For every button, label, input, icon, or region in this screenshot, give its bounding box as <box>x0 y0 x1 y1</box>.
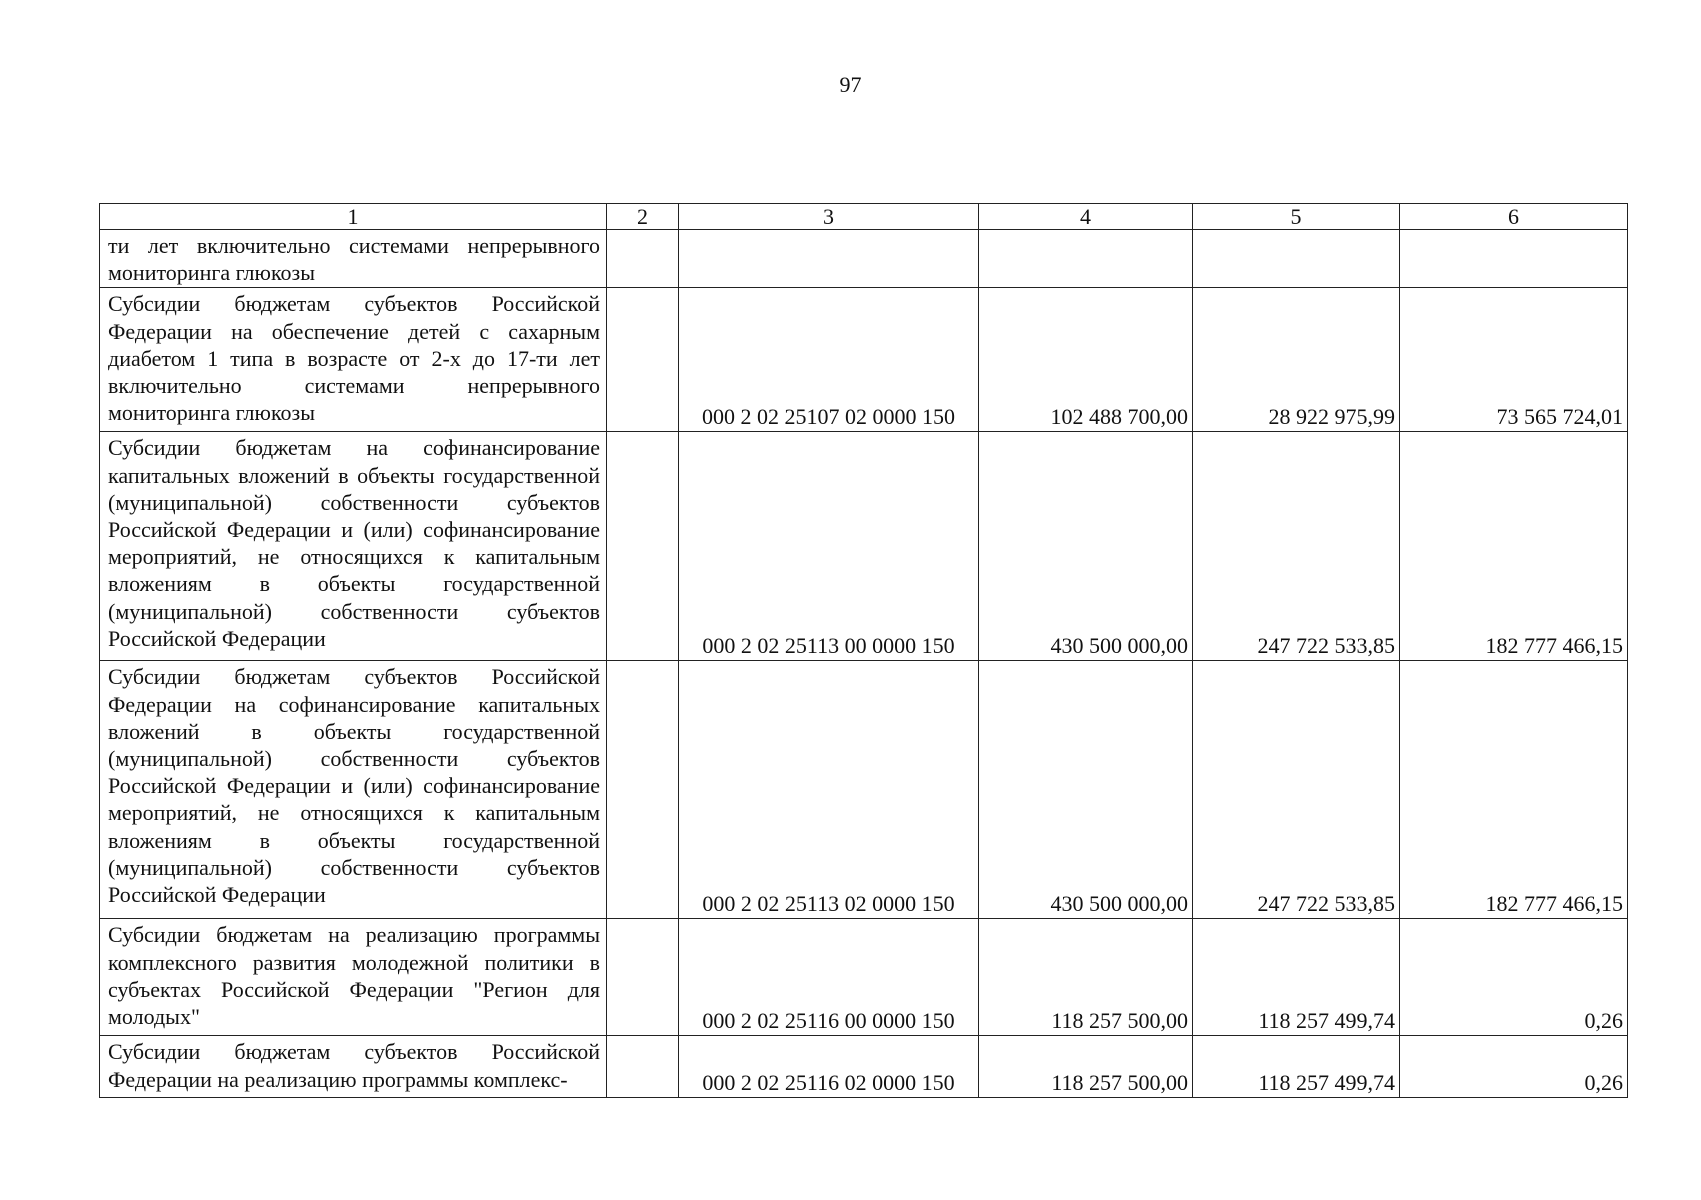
row-approved: 118 257 500,00 <box>979 1036 1193 1098</box>
row-code: 000 2 02 25107 02 0000 150 <box>679 288 979 432</box>
table-row <box>100 919 1628 1036</box>
row-name: Субсидии бюджетам субъектов Российской Федерации на реализацию программы комплекс- <box>100 1036 607 1098</box>
row-remainder: 0,26 <box>1400 919 1628 1036</box>
page-number: 97 <box>839 72 862 97</box>
column-number-2: 2 <box>607 204 679 230</box>
row-approved: 102 488 700,00 <box>979 288 1193 432</box>
row-cell-empty <box>607 230 679 288</box>
row-executed: 247 722 533,85 <box>1193 432 1400 661</box>
column-number-1: 1 <box>100 204 607 230</box>
row-approved <box>979 230 1193 288</box>
row-name: Субсидии бюджетам на софинансирование капитальных вложений в объекты государственной (муниципальной) собственности субъектов Российской Федерации и (или) софинансирование мероприятий, не относящихся к капитальным вложениям в объекты государственной (муниципальной) собственности субъектов Российской Федерации <box>100 432 607 661</box>
row-code: 000 2 02 25113 02 0000 150 <box>679 661 979 919</box>
row-approved: 118 257 500,00 <box>979 919 1193 1036</box>
row-code <box>679 230 979 288</box>
column-number-5: 5 <box>1193 204 1400 230</box>
column-number-3: 3 <box>679 204 979 230</box>
row-name: ти лет включительно системами непрерывного мониторинга глюкозы <box>100 230 607 288</box>
row-executed <box>1193 230 1400 288</box>
row-cell-empty <box>607 288 679 432</box>
table-row <box>100 432 1628 661</box>
row-name: Субсидии бюджетам на реализацию программы комплексного развития молодежной политики в субъектах Российской Федерации "Регион для молодых" <box>100 919 607 1036</box>
row-remainder: 182 777 466,15 <box>1400 432 1628 661</box>
row-executed: 28 922 975,99 <box>1193 288 1400 432</box>
row-name: Субсидии бюджетам субъектов Российской Федерации на обеспечение детей с сахарным диабетом 1 типа в возрасте от 2-х до 17-ти лет включительно системами непрерывного мониторинга глюкозы <box>100 288 607 432</box>
row-remainder: 73 565 724,01 <box>1400 288 1628 432</box>
table-row <box>100 1036 1628 1098</box>
column-number-6: 6 <box>1400 204 1628 230</box>
column-number-4: 4 <box>979 204 1193 230</box>
row-executed: 118 257 499,74 <box>1193 919 1400 1036</box>
row-code: 000 2 02 25113 00 0000 150 <box>679 432 979 661</box>
row-cell-empty <box>607 1036 679 1098</box>
row-executed: 247 722 533,85 <box>1193 661 1400 919</box>
row-approved: 430 500 000,00 <box>979 432 1193 661</box>
column-number-row <box>100 204 1628 230</box>
row-cell-empty <box>607 661 679 919</box>
row-approved: 430 500 000,00 <box>979 661 1193 919</box>
row-remainder: 0,26 <box>1400 1036 1628 1098</box>
row-cell-empty <box>607 432 679 661</box>
row-remainder: 182 777 466,15 <box>1400 661 1628 919</box>
budget-table <box>99 203 1628 1098</box>
table-row <box>100 288 1628 432</box>
row-code: 000 2 02 25116 02 0000 150 <box>679 1036 979 1098</box>
row-cell-empty <box>607 919 679 1036</box>
row-remainder <box>1400 230 1628 288</box>
row-name: Субсидии бюджетам субъектов Российской Федерации на софинансирование капитальных вложений в объекты государственной (муниципальной) собственности субъектов Российской Федерации и (или) софинансирование мероприятий, не относящихся к капитальным вложениям в объекты государственной (муниципальной) собственности субъектов Российской Федерации <box>100 661 607 919</box>
table-row <box>100 661 1628 919</box>
table-row <box>100 230 1628 288</box>
row-executed: 118 257 499,74 <box>1193 1036 1400 1098</box>
row-code: 000 2 02 25116 00 0000 150 <box>679 919 979 1036</box>
